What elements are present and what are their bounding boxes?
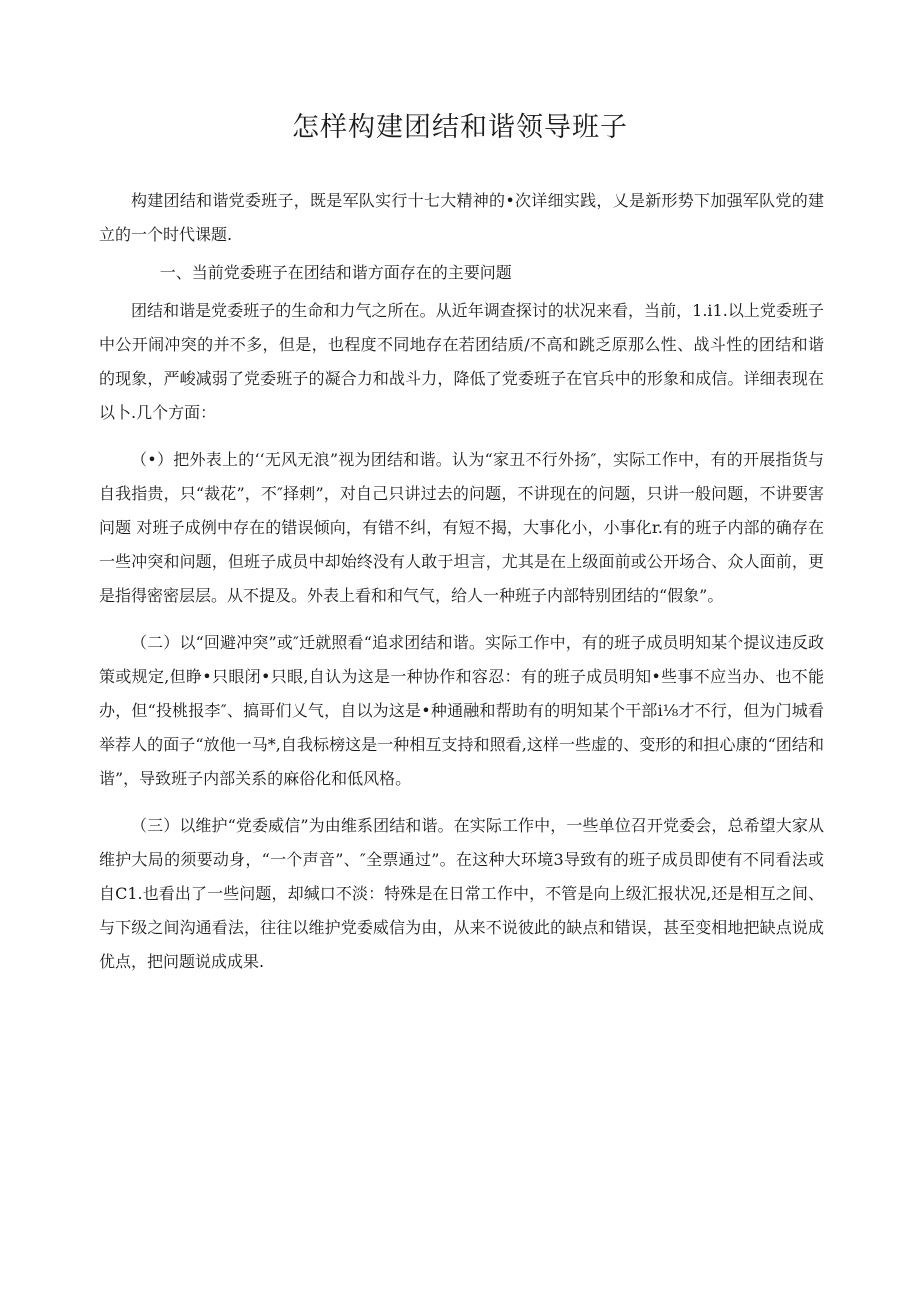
intro-paragraph: 构建团结和谐党委班子，既是军队实行十七大精神的•次详细实践，乂是新形势下加强军队党的建立的一个时代课题.	[99, 191, 824, 244]
section-heading: 一、当前党委班子在团结和谐方面存在的主要问题	[159, 263, 512, 282]
point-one-paragraph: （•）把外表上的‘‘无风无浪”视为团结和谐。认为“家丑不行外扬″，实际工作中，有的开展指货与自我指贵，只“裁花”，不″择刺”，对自己只讲过去的问题，不讲现在的问题，只讲一般问题，不讲要害问题 对班子成例中存在的错误倾向，有错不纠，有短不揭，大事化小，小事化r.有的班子内部的确存在一些冲突和问题，但班子成员中却始终没有人敢于坦言，尤其是在上级面前或公开场合、众人面前，更是指得密密层层。从不提及。外表上看和和气气，给人一种班子内部特别团结的“假象”。	[99, 450, 824, 605]
overview-paragraph: 团结和谐是党委班子的生命和力气之所在。从近年调查探讨的状况来看，当前，1.i1.以上党委班子中公开闹冲突的并不多，但是，也程度不同地存在若团结质/不高和跳乏原那么性、战斗性的团结和谐的现象，严峻减弱了党委班子的凝合力和战斗力，降低了党委班子在官兵中的形象和成信。详细表现在以卜.几个方面：	[99, 301, 824, 422]
document-body	[99, 184, 824, 979]
point-two-paragraph: （二）以“回避冲突”或″迁就照看“追求团结和谐。实际工作中，有的班子成员明知某个提议违反政策或规定,但睁•只眼闭•只眼,自认为这是一种协作和容忍：有的班子成员明知•些事不应当办、也不能办，但“投桃报李″、搞哥们乂气，自以为这是•种通融和帮助有的明知某个干部i⅛才不行，但为门城看举荐人的面子“放他一马*,自我标榜这是一种相互支持和照看,这样一些虚的、变形的和担心康的“团结和谐”，导致班子内部关系的麻俗化和低风格。	[99, 633, 824, 788]
document-title: 怎样构建团结和谐领导班子	[292, 112, 628, 143]
point-three-paragraph: （三）以维护“党委威信”为由维系团结和谐。在实际工作中，一些单位召开党委会，总希望大家从维护大局的须要动身，“一个声音”、″全票通过”。在这种大环境3导致有的班子成员即使有不同看法或自C1.也看出了一些问题，却缄口不淡：特殊是在日常工作中，不管是向上级汇报状况,还是相互之间、与下级之间沟通看法，往往以维护党委威信为由，从来不说彼此的缺点和错误，甚至变相地把缺点说成优点，把问题说成成果.	[99, 816, 824, 971]
